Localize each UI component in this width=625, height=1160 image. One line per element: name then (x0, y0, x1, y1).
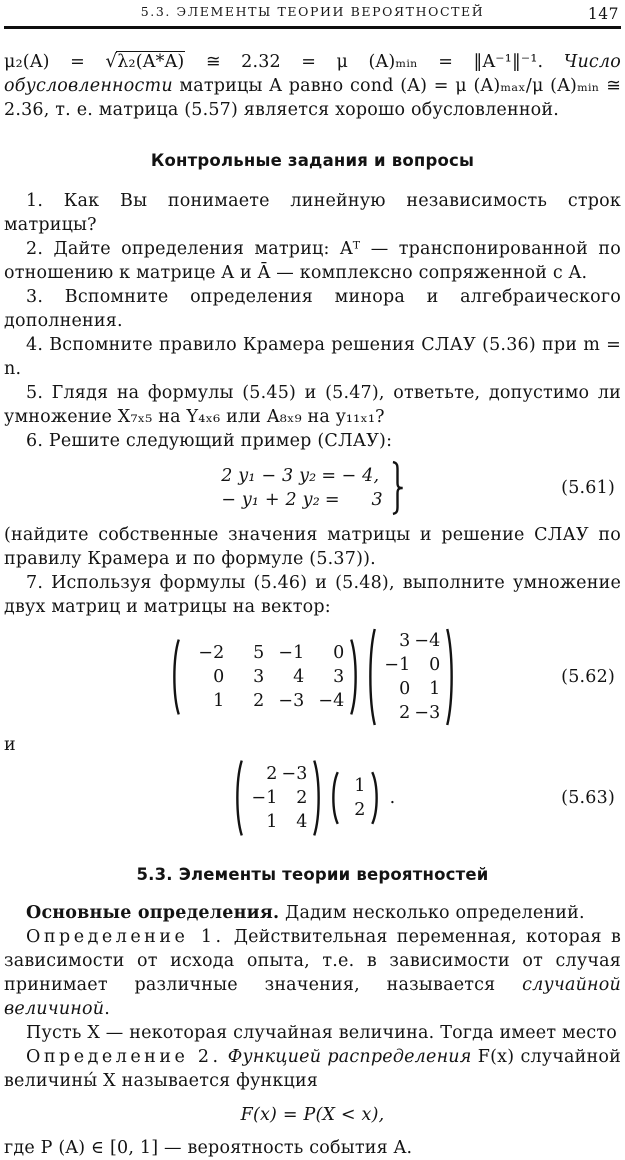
exercise-item-3: 3. Вспомните определения минора и алгебраического дополнения. (4, 287, 621, 331)
term-distribution-function: Функцией распределения (227, 1047, 472, 1067)
matrix-b-body: 3 −4 −1 0 0 1 2 −3 (384, 631, 441, 723)
matrix-a-body: −2 5 −1 0 0 3 4 3 1 2 −3 −4 (198, 643, 345, 711)
matrix-a (169, 638, 361, 716)
left-paren-icon (365, 627, 378, 727)
exercise-item-6: 6. Решите следующий пример (СЛАУ): (26, 431, 393, 451)
basic-definitions-label: Основные определения. (26, 903, 280, 923)
matrix-c-body: 2 −3 −1 2 1 4 (251, 764, 308, 832)
left-paren-icon (328, 771, 341, 825)
page-number: 147 (587, 5, 619, 23)
equation-system (221, 464, 383, 512)
paragraph-basic-definitions (4, 901, 621, 925)
running-title: 5.3. ЭЛЕМЕНТЫ ТЕОРИИ ВЕРОЯТНОСТЕЙ (140, 4, 485, 19)
definition-2-text-b: F(x) случайной величины́ X называется функция (4, 1047, 622, 1091)
eq61-line1-rhs: − 4, (341, 466, 380, 486)
equation-line-2 (221, 488, 383, 512)
paragraph-let-x: Пусть X — некоторая случайная величина. Тогда имеет место (26, 1023, 617, 1043)
right-paren-icon (369, 771, 382, 825)
header-divider (4, 26, 621, 29)
exercise-item-4: 4. Вспомните правило Крамера решения СЛАУ (5.36) при m = n. (4, 335, 621, 379)
left-paren-icon (169, 638, 182, 716)
exercise-item-7: 7. Используя формулы (5.46) и (5.48), выполните умножение двух матриц и матрицы на вектор: (4, 573, 621, 617)
left-paren-icon (232, 759, 245, 837)
definition-1-text-a: Действительная переменная, которая в зависимости от исхода опыта, т.е. в зависимости от случая принимает различные значения, называется (4, 927, 621, 995)
exercise-item-1: 1. Как Вы понимаете линейную независимость строк матрицы? (4, 191, 621, 235)
term-condition-number: Число обусловленности (4, 52, 621, 96)
equation-number-5-63: (5.63) (561, 788, 615, 808)
sqrt-radicand: λ₂(A*A) (117, 52, 185, 72)
equals-sign: = (324, 490, 340, 510)
right-paren-icon (348, 638, 361, 716)
sqrt-icon: √ (105, 51, 118, 72)
note-after-eq61: (найдите собственные значения матрицы и решение СЛАУ по правилу Крамера и по формуле (5.37)). (4, 525, 621, 569)
section-heading: 5.3. Элементы теории вероятностей (136, 865, 489, 884)
right-paren-icon (311, 759, 324, 837)
exercises-heading: Контрольные задания и вопросы (150, 151, 475, 170)
intro-math-a: μ₂(A) = (4, 52, 106, 72)
equation-5-63 (4, 759, 621, 837)
running-head (4, 0, 621, 24)
equation-number-5-61: (5.61) (561, 478, 615, 498)
trailing-period: . (389, 788, 396, 808)
intro-math-c: матрицы A равно cond (A) = μ (A)ₘₐₓ/μ (A)ₘᵢₙ ≅ 2.36, т. е. матрица (5.57) является хорошо обусловленной. (4, 76, 621, 120)
paragraph-definition-2 (4, 1045, 621, 1093)
right-brace-icon (391, 461, 404, 515)
vector-body: 1 2 (354, 776, 366, 820)
eq61-line2-rhs: 3 (371, 490, 383, 510)
matrix-c (232, 759, 324, 837)
term-random-variable: случайной величиной (4, 975, 621, 1019)
basic-definitions-rest: Дадим несколько определений. (279, 903, 585, 923)
equation-5-61 (4, 461, 621, 515)
equals-sign: = (321, 466, 337, 486)
matrix-b (365, 627, 457, 727)
equation-5-62 (4, 627, 621, 727)
definition-1-label: Определение 1. (26, 927, 225, 947)
eq61-line1-lhs: 2 y₁ − 3 y₂ (221, 466, 317, 486)
equation-number-5-62: (5.62) (561, 667, 615, 687)
formula-distribution-function: F(x) = P(X < x), (240, 1105, 385, 1125)
connector-word: и (4, 735, 16, 755)
definition-1-text-b: . (104, 999, 111, 1019)
intro-math-b: ≅ 2.32 = μ (A)ₘᵢₙ = ‖A⁻¹‖⁻¹. (185, 52, 564, 72)
equation-line-1 (221, 464, 383, 488)
paragraph-definition-1 (4, 925, 621, 1021)
exercise-item-2: 2. Дайте определения матриц: Aᵀ — транспонированной по отношению к матрице A и Ā — комплексно сопряженной с A. (4, 239, 621, 283)
paragraph-conditioning-number (4, 50, 621, 122)
exercise-item-5: 5. Глядя на формулы (5.45) и (5.47), ответьте, допустимо ли умножение X₇ₓ₅ на Y₄ₓ₆ или A₈ₓ₉ на y₁₁ₓ₁? (4, 383, 621, 427)
vector (328, 771, 382, 825)
eq61-line2-lhs: − y₁ + 2 y₂ (221, 490, 320, 510)
right-paren-icon (444, 627, 457, 727)
paragraph-probability-range: где P (A) ∈ [0, 1] — вероятность события A. (4, 1138, 413, 1158)
definition-2-label: Определение 2. (26, 1047, 222, 1067)
